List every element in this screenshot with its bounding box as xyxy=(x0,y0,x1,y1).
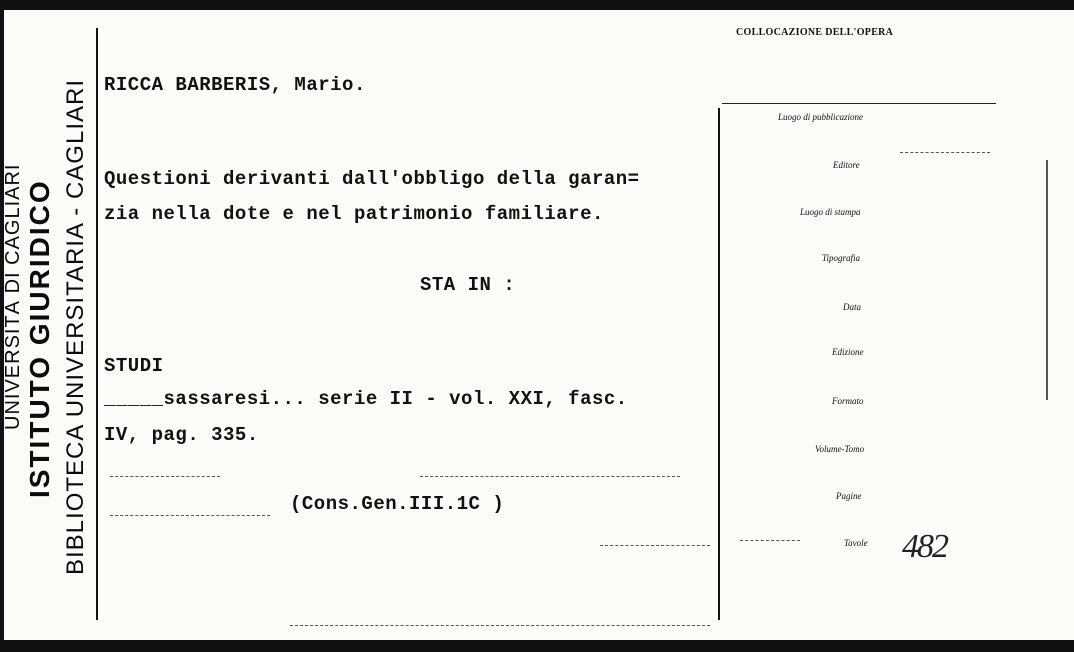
stamp-university: UNIVERSITÀ DI CAGLIARI xyxy=(2,163,24,430)
left-margin-line xyxy=(96,28,98,620)
guide-line xyxy=(110,476,220,478)
collocazione-top-line xyxy=(722,103,996,104)
collocazione-divider-line xyxy=(718,108,720,620)
author-name: RICCA BARBERIS, Mario. xyxy=(104,74,366,96)
field-luogo-stampa: Luogo di stampa xyxy=(800,207,861,217)
guide-line xyxy=(740,540,800,542)
shelfmark: (Cons.Gen.III.1C ) xyxy=(290,493,505,515)
field-volume-tomo: Volume-Tomo xyxy=(815,444,865,454)
right-edge-mark xyxy=(1046,160,1048,400)
field-data: Data xyxy=(843,302,861,312)
collocazione-title: COLLOCAZIONE DELL'OPERA xyxy=(736,27,894,38)
field-luogo-pubblicazione: Luogo di pubblicazione xyxy=(778,112,863,122)
source-line-3: IV, pag. 335. xyxy=(104,424,259,446)
field-editore: Editore xyxy=(833,160,860,170)
field-tavole: Tavole xyxy=(844,538,868,548)
source-line-1: STUDI xyxy=(104,355,164,377)
work-title-line-2: zia nella dote e nel patrimonio familiare. xyxy=(104,203,604,225)
card-top-edge xyxy=(0,0,1074,10)
guide-line xyxy=(110,515,270,517)
guide-line xyxy=(900,152,990,154)
stamp-library: BIBLIOTECA UNIVERSITARIA - CAGLIARI xyxy=(62,78,89,575)
guide-line xyxy=(600,545,710,547)
source-line-2: _____sassaresi... serie II - vol. XXI, fasc. xyxy=(104,388,628,410)
stamp-institute: ISTITUTO GIURIDICO xyxy=(24,179,55,498)
guide-line xyxy=(290,625,710,627)
field-tipografia: Tipografia xyxy=(822,253,861,263)
card-bottom-edge xyxy=(0,640,1074,652)
field-edizione: Edizione xyxy=(832,347,864,357)
field-pagine: Pagine xyxy=(836,491,862,501)
handwritten-number: 482 xyxy=(902,528,947,565)
guide-line xyxy=(420,476,680,478)
sta-in-label: STA IN : xyxy=(420,274,516,296)
work-title-line-1: Questioni derivanti dall'obbligo della garan= xyxy=(104,168,640,190)
field-formato: Formato xyxy=(832,396,864,406)
